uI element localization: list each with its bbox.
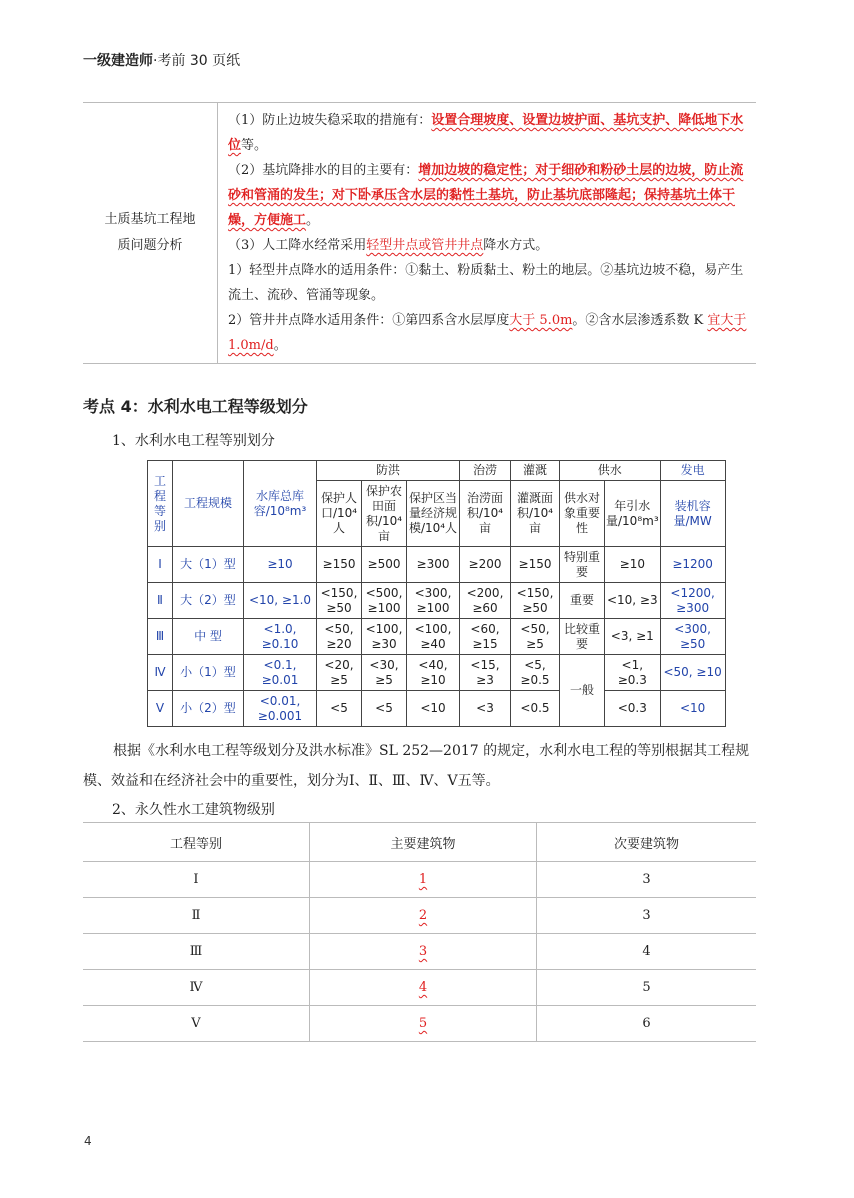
- header-drain-area: 治涝面积/10⁴亩: [460, 481, 511, 547]
- page-header: [83, 50, 240, 70]
- header-title: 一级建造师: [83, 53, 153, 69]
- geology-point-1: （1）防止边坡失稳采取的措施有：设置合理坡度、设置边坡护面、基坑支护、降低地下水位等。: [228, 113, 744, 153]
- geology-label-line1: 土质基坑工程地: [104, 212, 196, 227]
- subsection-title-2: 2、永久性水工建筑物级别: [112, 802, 275, 818]
- geology-point-5: 2）管井井点降水适用条件：①第四系含水层厚度大于 5.0m。②含水层渗透系数 K 宜大于 1.0m/d。: [228, 313, 747, 353]
- geology-label-line2: 质问题分析: [117, 238, 183, 253]
- highlight: 宜大于 1.0m/d: [228, 313, 747, 353]
- header-storage: 水库总库容/10⁸m³: [244, 461, 317, 547]
- table-row: Ⅲ 3 4: [83, 934, 756, 970]
- geology-table: [83, 102, 756, 364]
- table-header-row: 工程等别 主要建筑物 次要建筑物: [83, 823, 756, 862]
- highlight: 增加边坡的稳定性；对于细砂和粉砂土层的边坡，防止流砂和管涌的发生；对下卧承压含水层的黏性土基坑，防止基坑底部隆起；保持基坑土体干燥，方便施工: [228, 163, 744, 228]
- geology-label: [83, 103, 218, 364]
- header-flood: 防洪: [317, 461, 460, 481]
- highlight: 轻型井点或管井井点: [366, 238, 484, 253]
- header-drain: 治涝: [460, 461, 511, 481]
- header-flood-pop: 保护人口/10⁴人: [317, 481, 362, 547]
- header-irr-area: 灌溉面积/10⁴亩: [511, 481, 560, 547]
- subsection-title-1: 1、水利水电工程等别划分: [112, 433, 275, 449]
- header-grade: 工程等别: [148, 461, 173, 547]
- table-row: Ⅳ 4 5: [83, 970, 756, 1006]
- table-row: Ⅱ 大（2）型 <10, ≥1.0 <150, ≥50 <500, ≥100 <300, ≥100 <200, ≥60 <150, ≥50 重要 <10, ≥3 <1200, ≥300: [148, 583, 726, 619]
- table-row: Ⅳ 小（1）型 <0.1, ≥0.01 <20, ≥5 <30, ≥5 <40, ≥10 <15, ≥3 <5, ≥0.5 一般 <1, ≥0.3 <50, ≥10: [148, 655, 726, 691]
- header-irrigation: 灌溉: [511, 461, 560, 481]
- header-flood-econ: 保护区当量经济规模/10⁴人: [407, 481, 460, 547]
- geology-point-2: （2）基坑降排水的目的主要有：增加边坡的稳定性；对于细砂和粉砂土层的边坡，防止流砂和管涌的发生；对下卧承压含水层的黏性土基坑，防止基坑底部隆起；保持基坑土体干燥，方便施工。: [228, 163, 744, 228]
- grade-table: [147, 460, 726, 727]
- standard-paragraph: 根据《水利水电工程等级划分及洪水标准》SL 252—2017 的规定，水利水电工程的等别根据其工程规模、效益和在经济社会中的重要性，划分为Ⅰ、Ⅱ、Ⅲ、Ⅳ、Ⅴ五等。: [83, 743, 750, 789]
- header-water: 供水: [560, 461, 661, 481]
- header-power: 发电: [660, 461, 725, 481]
- building-table: [83, 822, 756, 1042]
- geology-point-3: （3）人工降水经常采用轻型井点或管井井点降水方式。: [228, 238, 549, 253]
- header-sep: ·: [153, 53, 158, 69]
- table-row: Ⅴ 小（2）型 <0.01, ≥0.001 <5 <5 <10 <3 <0.5 <0.3 <10: [148, 691, 726, 727]
- table-row: Ⅰ 大（1）型 ≥10 ≥150 ≥500 ≥300 ≥200 ≥150 特别重要 ≥10 ≥1200: [148, 547, 726, 583]
- table-row: Ⅰ 1 3: [83, 862, 756, 898]
- page-number: 4: [84, 1134, 92, 1148]
- header-power-capacity: 装机容量/MW: [660, 481, 725, 547]
- table-row: Ⅴ 5 6: [83, 1006, 756, 1042]
- geology-content: [218, 103, 757, 364]
- header-water-importance: 供水对象重要性: [560, 481, 605, 547]
- header-subtitle: 考前 30 页纸: [157, 53, 241, 69]
- table-row: Ⅲ 中 型 <1.0, ≥0.10 <50, ≥20 <100, ≥30 <100, ≥40 <60, ≥15 <50, ≥5 比较重要 <3, ≥1 <300, ≥50: [148, 619, 726, 655]
- highlight: 设置合理坡度、设置边坡护面、基坑支护、降低地下水位: [228, 113, 744, 153]
- header-scale: 工程规模: [173, 461, 244, 547]
- header-flood-farm: 保护农田面积/10⁴亩: [362, 481, 407, 547]
- table-row: Ⅱ 2 3: [83, 898, 756, 934]
- geology-point-4: 1）轻型井点降水的适用条件：①黏土、粉质黏土、粉土的地层。②基坑边坡不稳，易产生流土、流砂、管涌等现象。: [228, 263, 744, 303]
- highlight: 大于 5.0m: [509, 313, 573, 328]
- header-water-volume: 年引水量/10⁸m³: [605, 481, 661, 547]
- section-title: 考点 4：水利水电工程等级划分: [83, 397, 308, 416]
